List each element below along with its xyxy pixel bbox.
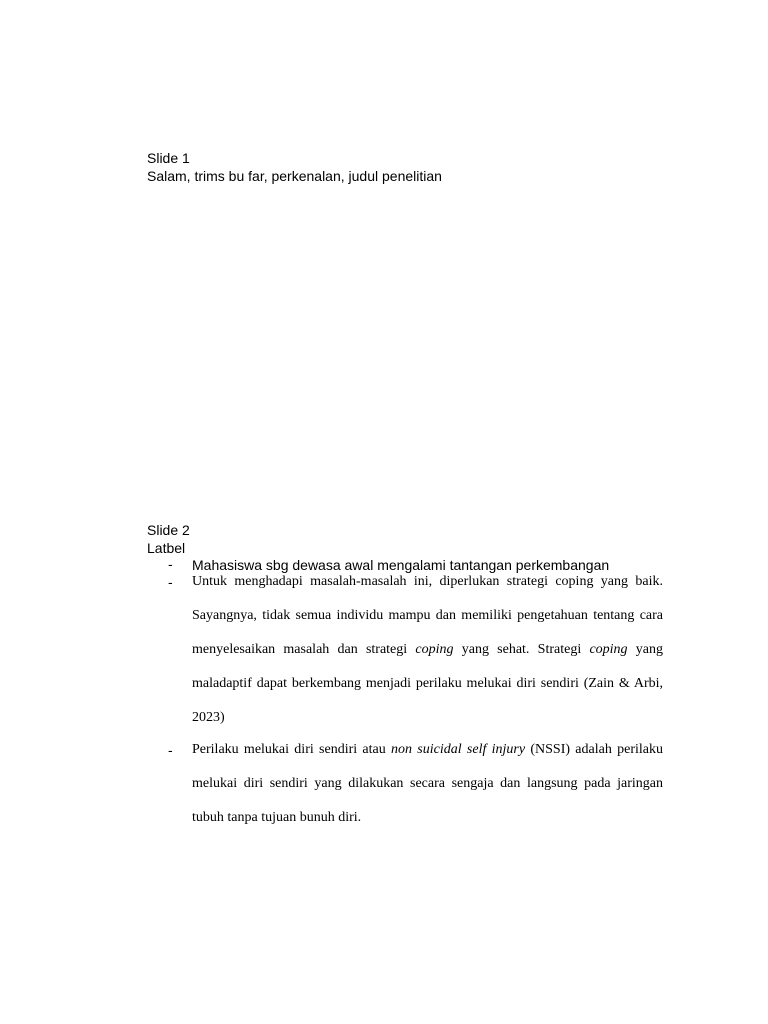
bullet-item-3-text: Perilaku melukai diri sendiri atau — [192, 742, 392, 757]
bullet-item-2-text: yang maladaptif dapat berkembang menjadi perilaku melukai diri sendiri (Zain & Arbi, 2023) — [192, 642, 663, 725]
bullet-item-3-emphasis: non suicidal self injury — [391, 742, 526, 757]
bullet-marker: - — [168, 742, 173, 758]
slide-2-subheading: Latbel — [147, 540, 186, 556]
bullet-marker: - — [168, 574, 173, 590]
bullet-item-2-text: Untuk menghadapi masalah-masalah ini, diperlukan strategi coping yang baik. Sayangnya, tidak semua individu mampu dan memiliki pengetahuan tentang cara menyelesaikan masalah dan strategi — [192, 574, 663, 657]
bullet-item-2-emphasis: coping — [589, 642, 628, 657]
slide-2-section — [147, 521, 190, 557]
bullet-item-1: Mahasiswa sbg dewasa awal mengalami tantangan perkembangan — [192, 557, 610, 573]
bullet-item-2-text: yang sehat. Strategi — [453, 642, 590, 657]
slide-1-heading: Slide 1 — [147, 150, 190, 166]
bullet-item-2 — [192, 565, 663, 735]
slide-2-heading: Slide 2 — [147, 522, 190, 538]
bullet-item-2-emphasis: coping — [415, 642, 454, 657]
bullet-marker: - — [168, 556, 173, 572]
slide-1-note: Salam, trims bu far, perkenalan, judul penelitian — [147, 168, 442, 184]
bullet-item-3 — [192, 733, 663, 835]
slide-1-section — [147, 149, 442, 185]
bullet-item-3-text: (NSSI) adalah perilaku melukai diri sendiri yang dilakukan secara sengaja dan langsung pada jaringan tubuh tanpa tujuan bunuh diri. — [192, 742, 663, 825]
